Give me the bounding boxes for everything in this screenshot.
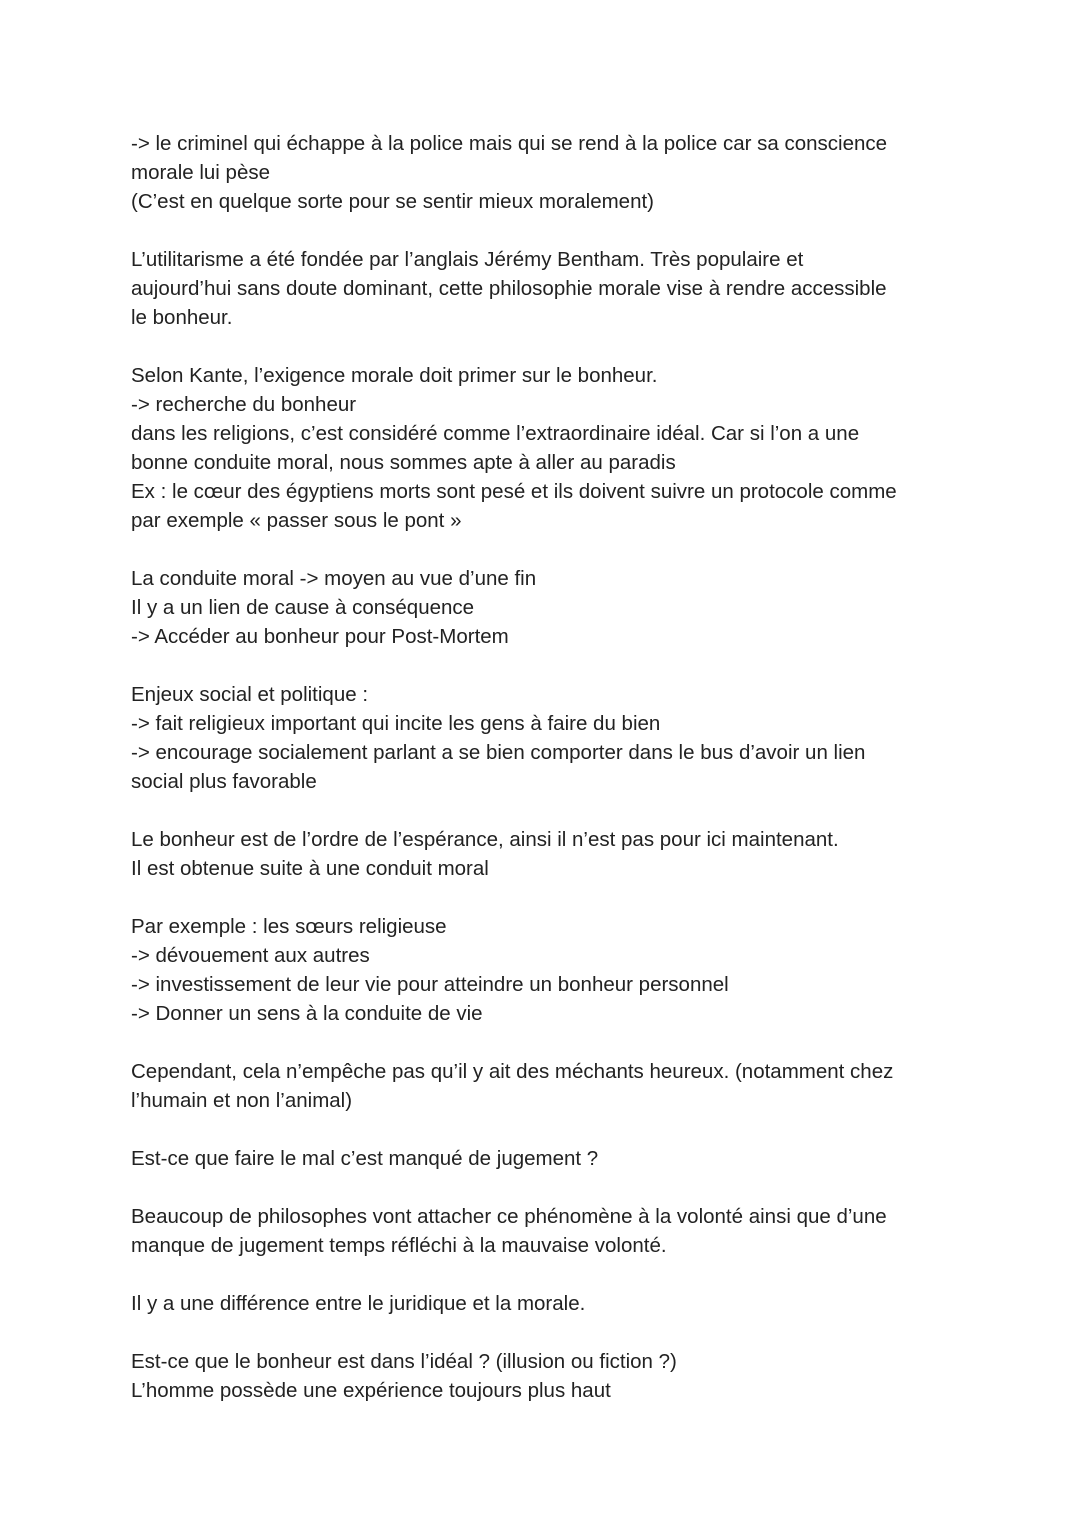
- text-line: dans les religions, c’est considéré comme l’extraordinaire idéal. Car si l’on a une: [131, 422, 860, 445]
- paragraph: [131, 361, 961, 535]
- text-line: -> dévouement aux autres: [131, 944, 370, 967]
- text-line: -> le criminel qui échappe à la police mais qui se rend à la police car sa conscience: [131, 132, 888, 155]
- text-line: Enjeux social et politique :: [131, 683, 369, 706]
- paragraph: [131, 825, 961, 883]
- paragraph: [131, 912, 961, 1028]
- text-line: -> investissement de leur vie pour atteindre un bonheur personnel: [131, 973, 729, 996]
- paragraph: [131, 129, 961, 216]
- text-line: l’humain et non l’animal): [131, 1089, 353, 1112]
- text-line: Est-ce que faire le mal c’est manqué de jugement ?: [131, 1147, 599, 1170]
- text-line: le bonheur.: [131, 306, 233, 329]
- paragraph: [131, 245, 961, 332]
- text-line: L’utilitarisme a été fondée par l’anglais Jérémy Bentham. Très populaire et: [131, 248, 804, 271]
- paragraph: [131, 680, 961, 796]
- text-line: Est-ce que le bonheur est dans l’idéal ? (illusion ou fiction ?): [131, 1350, 677, 1373]
- text-line: Selon Kante, l’exigence morale doit primer sur le bonheur.: [131, 364, 658, 387]
- text-line: Ex : le cœur des égyptiens morts sont pesé et ils doivent suivre un protocole comme: [131, 480, 897, 503]
- text-line: -> Accéder au bonheur pour Post-Mortem: [131, 625, 509, 648]
- text-line: -> Donner un sens à la conduite de vie: [131, 1002, 483, 1025]
- text-line: -> fait religieux important qui incite les gens à faire du bien: [131, 712, 661, 735]
- text-line: -> encourage socialement parlant a se bien comporter dans le bus d’avoir un lien: [131, 741, 866, 764]
- text-line: morale lui pèse: [131, 161, 271, 184]
- text-line: Le bonheur est de l’ordre de l’espérance, ainsi il n’est pas pour ici maintenant.: [131, 828, 839, 851]
- text-line: bonne conduite moral, nous sommes apte à aller au paradis: [131, 451, 676, 474]
- text-line: Il y a une différence entre le juridique et la morale.: [131, 1292, 586, 1315]
- text-line: Par exemple : les sœurs religieuse: [131, 915, 447, 938]
- text-line: La conduite moral -> moyen au vue d’une fin: [131, 567, 537, 590]
- document-body: [131, 129, 961, 1405]
- text-line: par exemple « passer sous le pont »: [131, 509, 462, 532]
- text-line: Beaucoup de philosophes vont attacher ce phénomène à la volonté ainsi que d’une: [131, 1205, 887, 1228]
- text-line: Il y a un lien de cause à conséquence: [131, 596, 475, 619]
- text-line: manque de jugement temps réfléchi à la mauvaise volonté.: [131, 1234, 667, 1257]
- paragraph: [131, 1289, 961, 1318]
- text-line: (C’est en quelque sorte pour se sentir mieux moralement): [131, 190, 654, 213]
- text-line: Il est obtenue suite à une conduit moral: [131, 857, 489, 880]
- paragraph: [131, 1144, 961, 1173]
- text-line: aujourd’hui sans doute dominant, cette philosophie morale vise à rendre accessible: [131, 277, 887, 300]
- paragraph: [131, 564, 961, 651]
- paragraph: [131, 1057, 961, 1115]
- text-line: L’homme possède une expérience toujours plus haut: [131, 1379, 611, 1402]
- text-line: -> recherche du bonheur: [131, 393, 357, 416]
- paragraph: [131, 1347, 961, 1405]
- text-line: social plus favorable: [131, 770, 317, 793]
- paragraph: [131, 1202, 961, 1260]
- text-line: Cependant, cela n’empêche pas qu’il y ait des méchants heureux. (notamment chez: [131, 1060, 894, 1083]
